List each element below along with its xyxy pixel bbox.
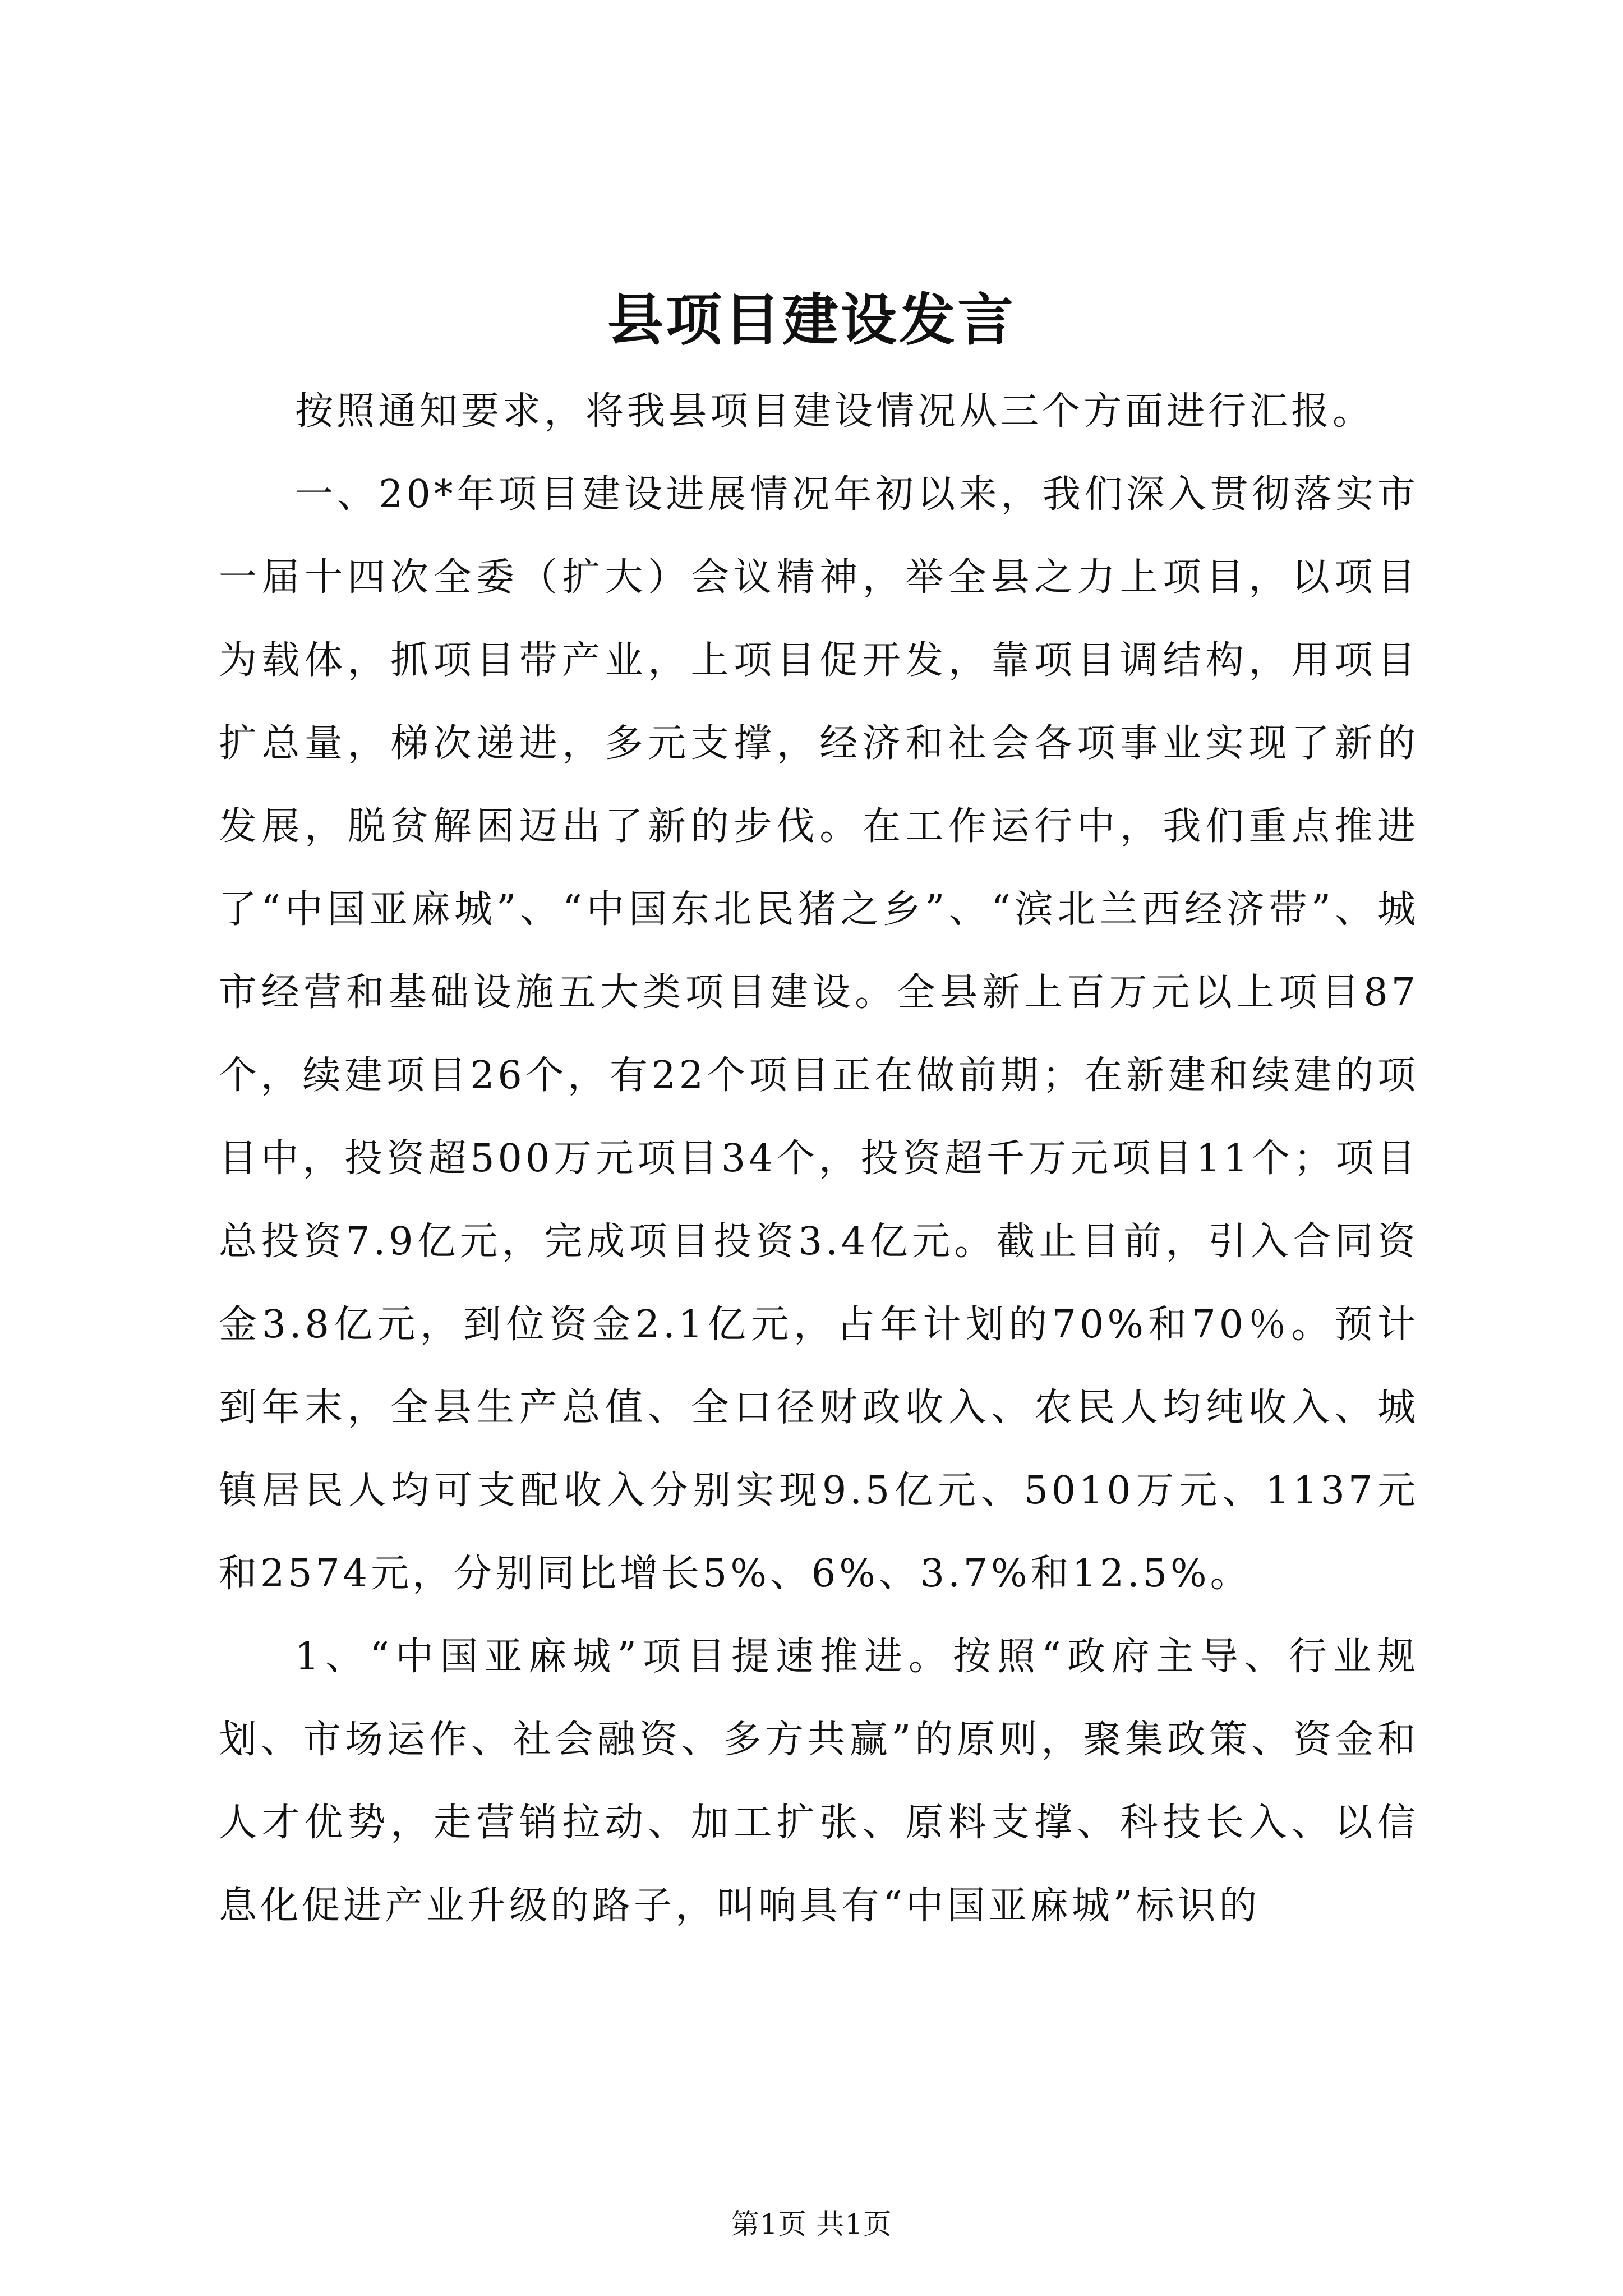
page-footer: 第1页 共1页 <box>731 2208 892 2240</box>
document-body <box>219 370 1419 1948</box>
paragraph-progress: 一、20*年项目建设进展情况年初以来，我们深入贯彻落实市一届十四次全委（扩大）会议精神，举全县之力上项目，以项目为载体，抓项目带产业，上项目促开发，靠项目调结构，用项目扩总量，梯次递进，多元支撑，经济和社会各项事业实现了新的发展，脱贫解困迈出了新的步伐。在工作运行中，我们重点推进了“中国亚麻城”、“中国东北民猪之乡”、“滨北兰西经济带”、城市经营和基础设施五大类项目建设。全县新上百万元以上项目87个，续建项目26个，有22个项目正在做前期；在新建和续建的项目中，投资超500万元项目34个，投资超千万元项目11个；项目总投资7.9亿元，完成项目投资3.4亿元。截止目前，引入合同资金3.8亿元，到位资金2.1亿元，占年计划的70%和70％。预计到年末，全县生产总值、全口径财政收入、农民人均纯收入、城镇居民人均可支配收入分别实现9.5亿元、5010万元、1137元和2574元，分别同比增长5%、6%、3.7%和12.5%。 <box>219 472 1419 1596</box>
paragraph-intro: 按照通知要求，将我县项目建设情况从三个方面进行汇报。 <box>295 389 1375 434</box>
paragraph-linen-city: 1、“中国亚麻城”项目提速推进。按照“政府主导、行业规划、市场运作、社会融资、多方共赢”的原则，聚集政策、资金和人才优势，走营销拉动、加工扩张、原料支撑、科技长入、以信息化促进产业升级的路子，叫响具有“中国亚麻城”标识的 <box>219 1635 1419 1928</box>
page-title: 县项目建设发言 <box>607 287 1016 353</box>
